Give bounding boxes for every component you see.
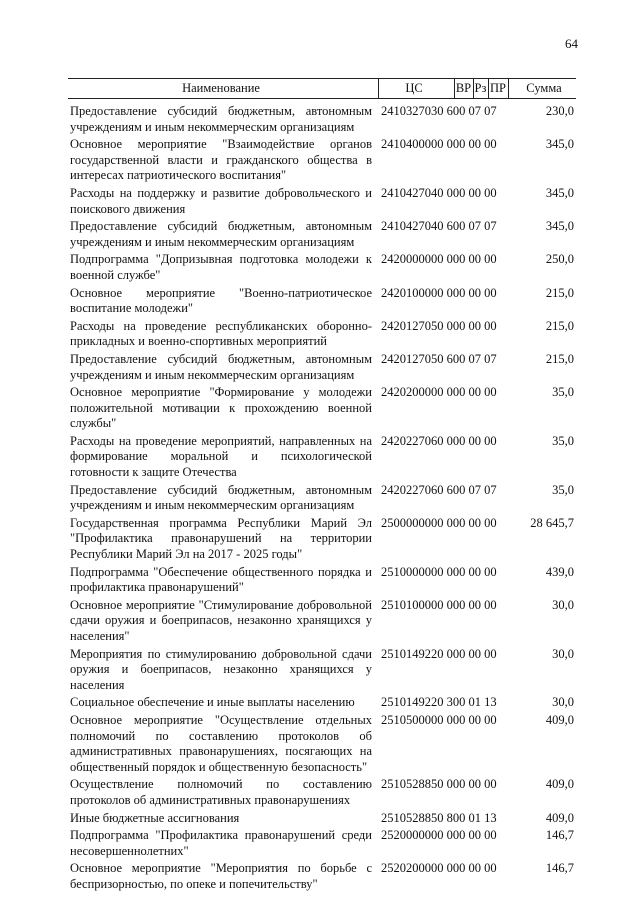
row-name: Предоставление субсидий бюджетным, автономным учреждениям и иным некоммерческим организациям <box>70 482 372 513</box>
row-sum: 28 645,7 <box>530 515 574 530</box>
table-row <box>70 104 576 135</box>
row-codes: 2420127050 600 07 07 <box>381 351 497 366</box>
table-row <box>70 286 576 317</box>
row-codes: 2520200000 000 00 00 <box>381 861 497 876</box>
header-pr: ПР <box>490 81 506 95</box>
table-row <box>70 811 576 827</box>
table-row <box>70 219 576 250</box>
header-divider <box>508 79 509 98</box>
row-sum: 30,0 <box>552 597 574 612</box>
table-row <box>70 385 576 432</box>
row-sum: 345,0 <box>545 219 574 234</box>
row-name: Предоставление субсидий бюджетным, автономным учреждениям и иным некоммерческим организациям <box>70 219 372 249</box>
row-codes: 2410327030 600 07 07 <box>381 104 497 118</box>
table-row <box>70 186 576 217</box>
row-name: Подпрограмма "Допризывная подготовка молодежи к военной службе" <box>70 252 372 282</box>
row-name: Основное мероприятие "Взаимодействие органов государственной власти и гражданского общества в интересах патриотического воспитания" <box>70 137 372 183</box>
row-name: Расходы на проведение республиканских оборонно-прикладных и военно-спортивных мероприятий <box>70 318 372 349</box>
header-divider <box>488 79 489 98</box>
header-cs: ЦС <box>405 81 423 95</box>
table-row <box>70 352 576 383</box>
header-divider <box>454 79 455 98</box>
table-row <box>70 828 576 859</box>
row-codes: 2510149220 300 01 13 <box>381 695 497 710</box>
table-row <box>70 777 576 808</box>
row-sum: 250,0 <box>545 252 574 267</box>
row-name: Предоставление субсидий бюджетным, автономным учреждениям и иным некоммерческим организациям <box>70 104 372 134</box>
table-row <box>70 713 576 775</box>
header-bottom-rule <box>68 98 576 99</box>
page-number: 64 <box>565 36 578 51</box>
row-name: Основное мероприятие "Стимулирование добровольной сдачи оружия и боеприпасов, незаконно хранящихся у населения" <box>70 597 372 643</box>
row-name: Мероприятия по стимулированию добровольной сдачи оружия и боеприпасов, незаконно хранящихся у населения <box>70 646 372 692</box>
row-codes: 2410427040 600 07 07 <box>381 219 497 234</box>
row-name: Подпрограмма "Профилактика правонарушений среди несовершеннолетних" <box>70 828 372 858</box>
row-codes: 2410427040 000 00 00 <box>381 185 497 200</box>
table-row <box>70 319 576 350</box>
row-name: Социальное обеспечение и иные выплаты населению <box>70 695 355 710</box>
header-sum: Сумма <box>526 81 562 95</box>
row-name: Подпрограмма "Обеспечение общественного порядка и профилактика правонарушений" <box>70 564 372 595</box>
table-row <box>70 252 576 283</box>
row-sum: 35,0 <box>552 433 574 448</box>
row-codes: 2510149220 000 00 00 <box>381 646 497 661</box>
row-codes: 2410400000 000 00 00 <box>381 137 497 152</box>
row-name: Расходы на поддержку и развитие добровольческого и поискового движения <box>70 185 372 216</box>
row-codes: 2420200000 000 00 00 <box>381 385 497 400</box>
table-row <box>70 137 576 184</box>
row-name: Основное мероприятие "Формирование у молодежи положительной мотивации к прохождению военной службы" <box>70 385 372 431</box>
table-row <box>70 695 576 711</box>
row-codes: 2420127050 000 00 00 <box>381 318 497 333</box>
row-sum: 215,0 <box>545 285 574 300</box>
row-codes: 2420100000 000 00 00 <box>381 285 497 300</box>
row-name: Иные бюджетные ассигнования <box>70 810 240 825</box>
header-rz: Рз <box>474 81 487 95</box>
row-sum: 409,0 <box>545 712 574 727</box>
header-divider <box>378 79 379 98</box>
row-sum: 439,0 <box>545 564 574 579</box>
table-header <box>68 79 576 98</box>
row-sum: 146,7 <box>545 861 574 876</box>
row-codes: 2510100000 000 00 00 <box>381 597 497 612</box>
header-name: Наименование <box>182 81 260 95</box>
row-codes: 2510528850 800 01 13 <box>381 810 497 825</box>
row-codes: 2520000000 000 00 00 <box>381 828 497 843</box>
row-name: Государственная программа Республики Марий Эл "Профилактика правонарушений на территории Республики Марий Эл на 2017 - 2025 годы" <box>70 515 372 562</box>
row-codes: 2510000000 000 00 00 <box>381 564 497 579</box>
budget-table-body <box>70 104 576 895</box>
table-row <box>70 516 576 563</box>
row-codes: 2420227060 000 00 00 <box>381 433 497 448</box>
header-vr: ВР <box>455 81 472 95</box>
table-row <box>70 861 576 892</box>
row-name: Основное мероприятие "Военно-патриотическое воспитание молодежи" <box>70 285 372 316</box>
row-codes: 2510528850 000 00 00 <box>381 777 497 792</box>
row-sum: 215,0 <box>545 351 574 366</box>
row-sum: 35,0 <box>552 482 574 497</box>
row-name: Расходы на проведение мероприятий, направленных на формирование моральной и психологической готовности к защите Отечества <box>70 433 372 480</box>
table-row <box>70 565 576 596</box>
row-sum: 30,0 <box>552 695 574 710</box>
row-name: Основное мероприятие "Осуществление отдельных полномочий по составлению протоколов об административных правонарушениях, посягающих на общественный порядок и общественную безопасность" <box>70 712 372 774</box>
row-sum: 409,0 <box>545 777 574 792</box>
row-codes: 2500000000 000 00 00 <box>381 515 497 530</box>
table-row <box>70 647 576 694</box>
row-sum: 215,0 <box>545 318 574 333</box>
row-codes: 2420227060 600 07 07 <box>381 482 497 497</box>
row-name: Основное мероприятие "Мероприятия по борьбе с беспризорностью, по опеке и попечительству" <box>70 861 372 891</box>
table-row <box>70 598 576 645</box>
row-codes: 2510500000 000 00 00 <box>381 712 497 727</box>
row-name: Предоставление субсидий бюджетным, автономным учреждениям и иным некоммерческим организациям <box>70 351 372 382</box>
table-row <box>70 483 576 514</box>
table-row <box>70 434 576 481</box>
row-sum: 146,7 <box>545 828 574 843</box>
row-codes: 2420000000 000 00 00 <box>381 252 497 267</box>
row-sum: 409,0 <box>545 810 574 825</box>
row-sum: 345,0 <box>545 137 574 152</box>
row-name: Осуществление полномочий по составлению протоколов об административных правонарушениях <box>70 777 372 807</box>
row-sum: 230,0 <box>545 104 574 118</box>
row-sum: 345,0 <box>545 185 574 200</box>
row-sum: 35,0 <box>552 385 574 400</box>
row-sum: 30,0 <box>552 646 574 661</box>
header-divider <box>473 79 474 98</box>
